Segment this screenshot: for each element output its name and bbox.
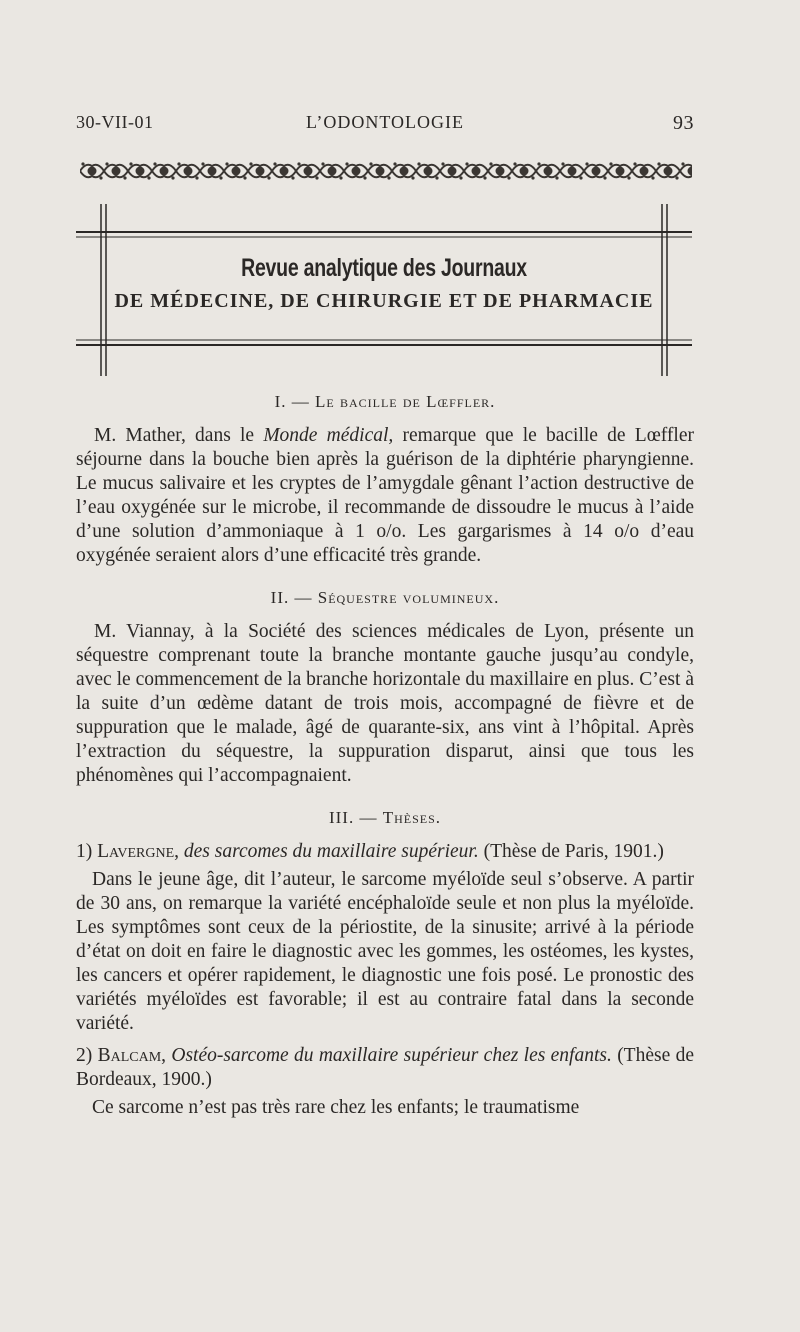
thesis-2-summary: Ce sarcome n’est pas très rare chez les enfants; le traumatisme bbox=[92, 1097, 580, 1118]
issue-date: 30-VII-01 bbox=[76, 112, 154, 132]
section-1-paragraph bbox=[76, 424, 694, 568]
running-head bbox=[76, 112, 694, 138]
ornamental-band bbox=[80, 160, 692, 182]
section-3-heading bbox=[76, 804, 694, 832]
page-number: 93 bbox=[673, 112, 694, 134]
section-1-text-b: remarque que le bacille de Lœffler séjourne dans la bouche bien après la guérison de la diphtérie pharyngienne. Le mucus salivaire et les cryptes de l’amygdale gênant l’action destructive de l’eau oxygénée sur le microbe, il recommande de dissoudre le mucus à l’aide d’une solution d’ammoniaque à 1 o/o. Les gargarismes à 14 o/o d’eau oxygénée seraient alors d’une efficacité très grande. bbox=[76, 425, 694, 566]
section-2-numeral: II. — bbox=[270, 588, 318, 607]
thesis-1-citation bbox=[76, 840, 694, 864]
thesis-1-author: Lavergne, bbox=[97, 841, 179, 862]
thesis-1-number: 1) bbox=[76, 841, 98, 862]
thesis-2-number: 2) bbox=[76, 1045, 98, 1066]
thesis-2-author: Balcam, bbox=[97, 1045, 167, 1066]
section-1-text-a: M. Mather, dans le bbox=[94, 425, 264, 446]
thesis-1-title: des sarcomes du maxillaire supérieur. bbox=[179, 841, 479, 862]
section-1-numeral: I. — bbox=[274, 392, 315, 411]
section-2-title: Séquestre volumineux. bbox=[317, 588, 500, 607]
section-2-paragraph: M. Viannay, à la Société des sciences médicales de Lyon, présente un séquestre comprenant toute la branche montante gauche jusqu’au condyle, avec le commencement de la branche horizontale du maxillaire en plus. C’est à la suite d’un œdème datant de trois mois, accompagné de fièvre et de suppuration que le malade, âgé de quarante-six, ans vint à l’hôpital. Après l’extraction du séquestre, la suppuration disparut, ainsi que tous les phénomènes qui l’accompagnaient. bbox=[76, 621, 694, 786]
review-subtitle: DE MÉDECINE, DE CHIRURGIE ET DE PHARMACIE bbox=[114, 290, 654, 312]
thesis-1-source: (Thèse de Paris, 1901.) bbox=[478, 841, 664, 862]
section-1-title: Le bacille de Lœffler. bbox=[314, 392, 496, 411]
thesis-1-summary: Dans le jeune âge, dit l’auteur, le sarcome myéloïde seul s’observe. A partir de 30 ans, on remarque la variété encéphaloïde seule et non plus la myéloïde. Les symptômes sont ceux de la périostite, de la sinusite; arrivé à la période d’état on doit en faire le diagnostic avec les gommes, les ostéomes, les kystes, les cancers et opérer rapidement, le diagnostic une fois posé. Le pronostic des variétés myéloïdes est favorable; il est au contraire fatal dans la seconde variété. bbox=[76, 869, 694, 1034]
section-3-numeral: III. — bbox=[328, 808, 383, 827]
thesis-2-title: Ostéo-sarcome du maxillaire supérieur chez les enfants. bbox=[166, 1045, 612, 1066]
journal-title: Monde médical, bbox=[263, 425, 394, 446]
section-2-heading bbox=[76, 584, 694, 612]
review-title: Revue analytique des Journaux bbox=[241, 254, 527, 282]
article-body bbox=[76, 380, 694, 1120]
thesis-2-source: (Thèse de Bordeaux, 1900.) bbox=[76, 1045, 694, 1090]
section-1-heading bbox=[76, 388, 694, 416]
section-3-title: Thèses. bbox=[382, 808, 442, 827]
section-title-frame bbox=[76, 202, 692, 380]
thesis-2-citation bbox=[76, 1044, 694, 1092]
journal-name: L’ODONTOLOGIE bbox=[306, 112, 464, 132]
